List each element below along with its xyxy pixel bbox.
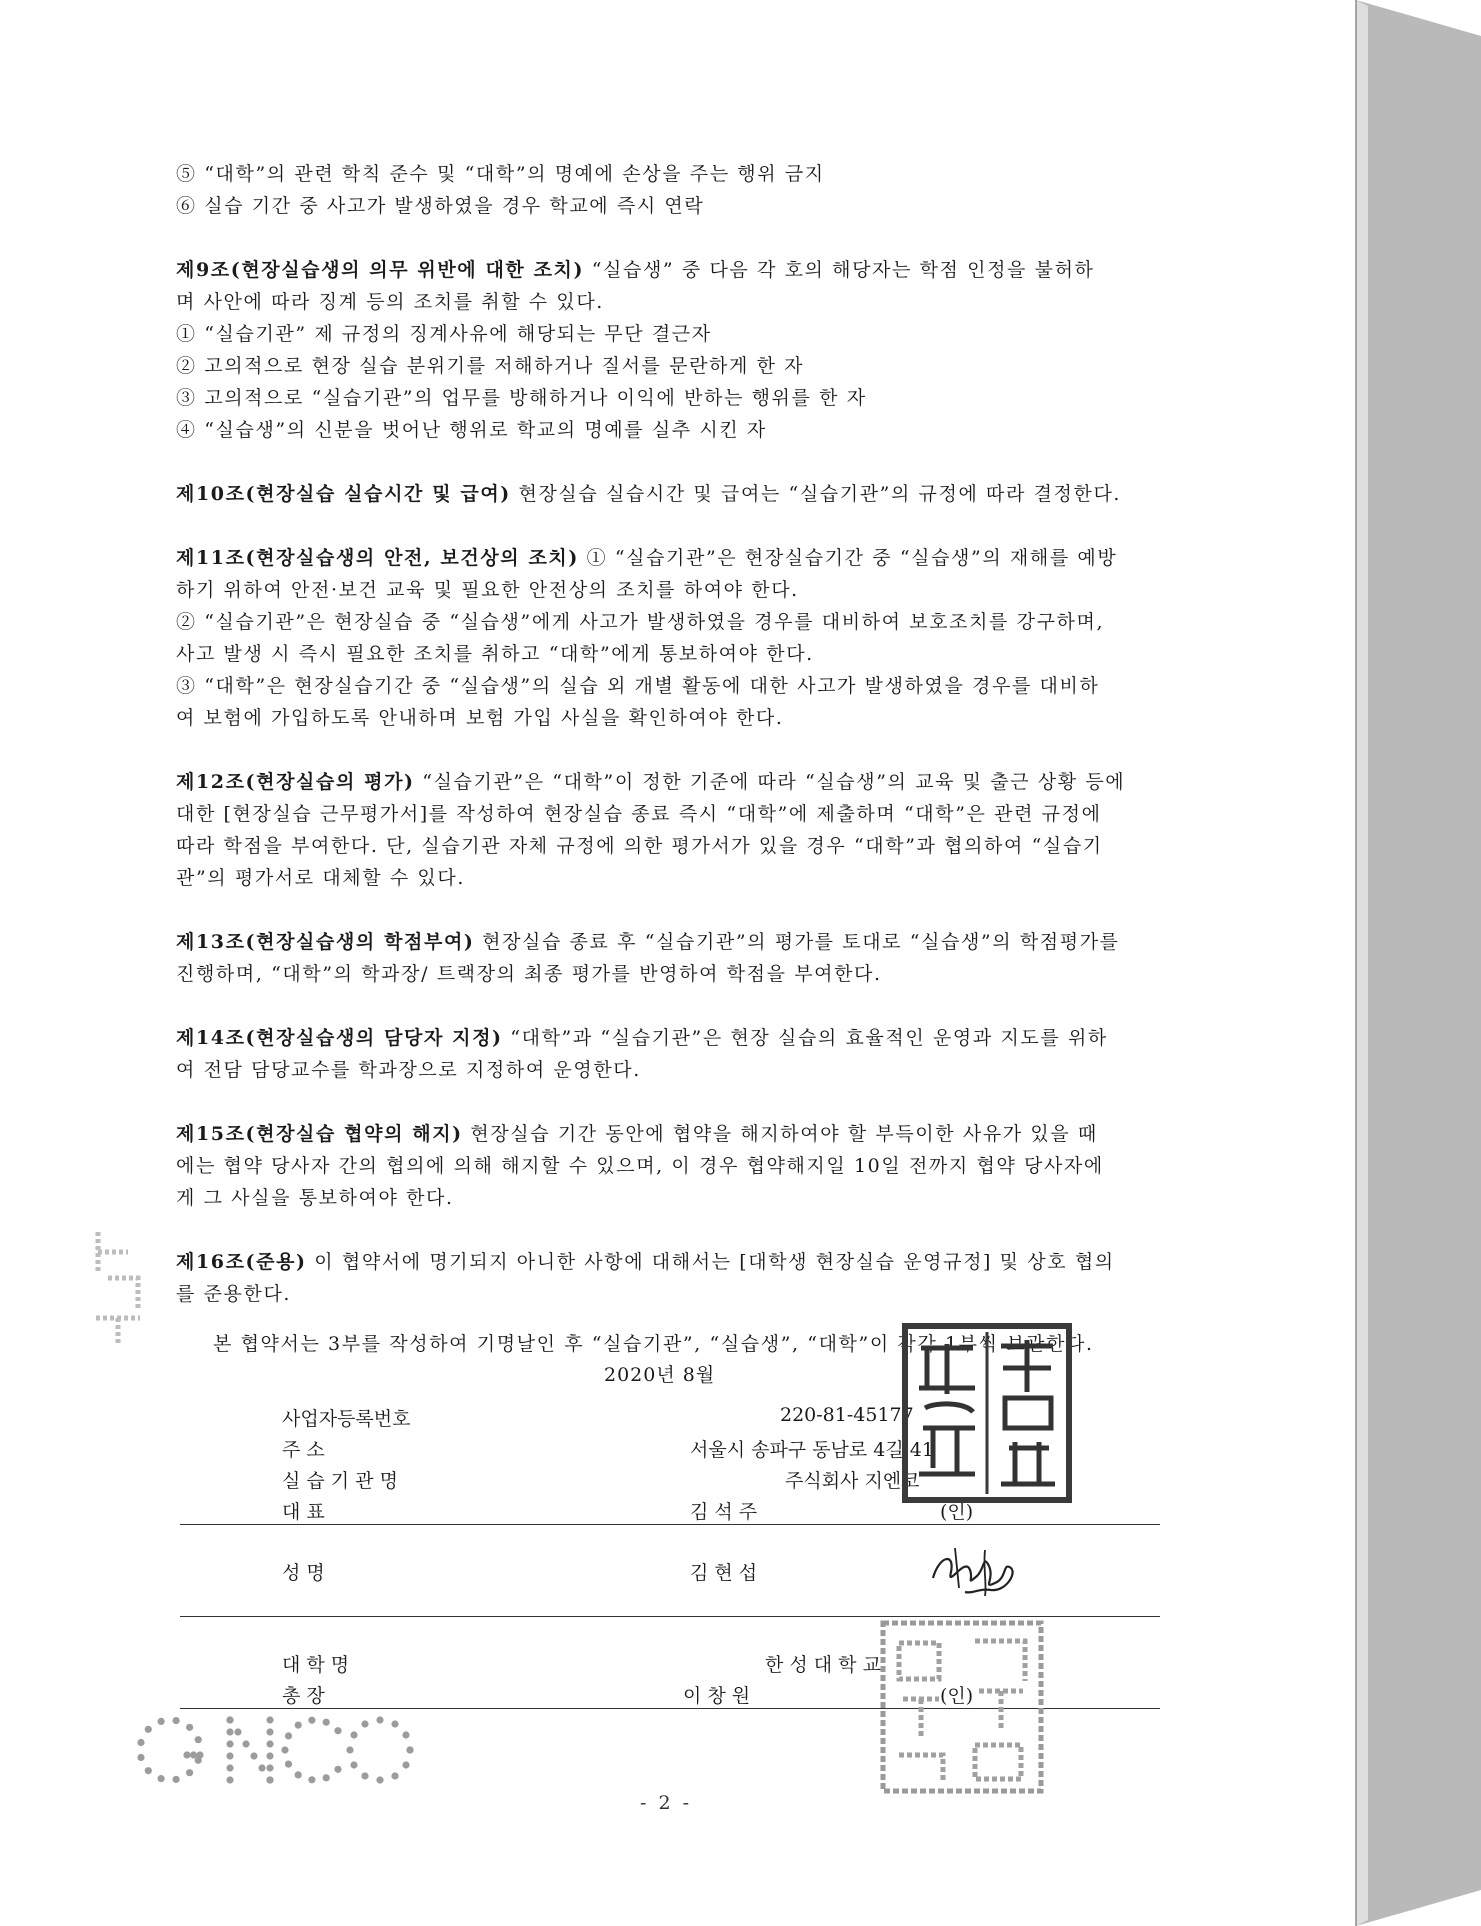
- body-line-text: ② 고의적으로 현장 실습 분위기를 저해하거나 질서를 문란하게 한 자: [176, 355, 805, 377]
- article-heading: 제15조(현장실습 협약의 해지): [176, 1123, 463, 1145]
- body-line: [176, 1182, 1192, 1214]
- body-line: [176, 478, 1192, 510]
- body-line: [176, 382, 1192, 414]
- paragraph-gap: [176, 894, 1192, 926]
- body-line: [176, 830, 1192, 862]
- reg-no-value: 220-81-45177: [780, 1404, 914, 1426]
- body-line-text: ④ “실습생”의 신분을 벗어난 행위로 학교의 명예를 실추 시킨 자: [176, 419, 767, 441]
- org-label: 실 습 기 관 명: [282, 1470, 398, 1492]
- univ-name-value: 한 성 대 학 교: [765, 1654, 881, 1676]
- paragraph-gap: [176, 1086, 1192, 1118]
- body-line: [176, 926, 1192, 958]
- article-heading: 제10조(현장실습 실습시간 및 급여): [176, 483, 511, 505]
- body-line: [176, 254, 1192, 286]
- body-line: [176, 350, 1192, 382]
- left-margin-stamp: [88, 1222, 148, 1352]
- body-line-text: 따라 학점을 부여한다. 단, 실습기관 자체 규정에 의한 평가서가 있을 경우 “대학”과 협의하여 “실습기: [176, 835, 1103, 857]
- body-line-text: “대학”과 “실습기관”은 현장 실습의 효율적인 운영과 지도를 위하: [502, 1027, 1108, 1049]
- body-line-text: ③ 고의적으로 “실습기관”의 업무를 방해하거나 이익에 반하는 행위를 한 자: [176, 387, 867, 409]
- body-line-text: ⑥ 실습 기간 중 사고가 발생하였을 경우 학교에 즉시 연락: [176, 195, 705, 217]
- body-line-text: 며 사안에 따라 징계 등의 조치를 취할 수 있다.: [176, 291, 604, 313]
- body-line: [176, 1054, 1192, 1086]
- agreement-body: [176, 158, 1192, 1310]
- body-line-text: 진행하며, “대학”의 학과장/ 트랙장의 최종 평가를 반영하여 학점을 부여한다.: [176, 963, 882, 985]
- body-line-text: “실습생” 중 다음 각 호의 해당자는 학점 인정을 불허하: [584, 259, 1095, 281]
- president-name-value: 이 창 원: [683, 1685, 751, 1707]
- body-line: [176, 798, 1192, 830]
- paragraph-gap: [176, 222, 1192, 254]
- body-line-text: 여 전담 담당교수를 학과장으로 지정하여 운영한다.: [176, 1059, 641, 1081]
- perforated-watermark: [135, 1700, 415, 1800]
- body-line: [176, 158, 1192, 190]
- closing-sentence: 본 협약서는 3부를 작성하여 기명날인 후 “실습기관”, “실습생”, “대학”이 각각 1부씩 보관한다.: [213, 1333, 1094, 1355]
- body-line-text: 현장실습 실습시간 및 급여는 “실습기관”의 규정에 따라 결정한다.: [510, 483, 1122, 505]
- body-line-text: 이 협약서에 명기되지 아니한 사항에 대해서는 [대학생 현장실습 운영규정] 및 상호 협의: [306, 1251, 1115, 1273]
- body-line: [176, 638, 1192, 670]
- body-line: [176, 542, 1192, 574]
- body-line: [176, 1246, 1192, 1278]
- signature-divider: [180, 1524, 1160, 1525]
- org-name-value: 주식회사 지엔코: [785, 1470, 920, 1492]
- article-heading: 제13조(현장실습생의 학점부여): [176, 931, 475, 953]
- student-name-label: 성 명: [282, 1562, 325, 1584]
- university-seal-mark: (인): [940, 1685, 974, 1707]
- body-line: [176, 190, 1192, 222]
- company-seal-mark: (인): [940, 1501, 974, 1523]
- reg-no-label: 사업자등록번호: [282, 1408, 411, 1430]
- body-line-text: 현장실습 기간 동안에 협약을 해지하여야 할 부득이한 사유가 있을 때: [462, 1123, 1098, 1145]
- body-line: [176, 1118, 1192, 1150]
- body-line-text: ② “실습기관”은 현장실습 중 “실습생”에게 사고가 발생하였을 경우를 대비하여 보호조치를 강구하며,: [176, 611, 1105, 633]
- body-line-text: 사고 발생 시 즉시 필요한 조치를 취하고 “대학”에게 통보하여야 한다.: [176, 643, 814, 665]
- student-signature: [925, 1538, 1025, 1600]
- rep-label: 대 표: [282, 1501, 325, 1523]
- body-line: [176, 1278, 1192, 1310]
- body-line: [176, 318, 1192, 350]
- body-line: [176, 958, 1192, 990]
- company-seal-stamp: [897, 1318, 1077, 1508]
- body-line: [176, 574, 1192, 606]
- page-stack-edge: [1348, 0, 1481, 1926]
- body-line-text: 현장실습 종료 후 “실습기관”의 평가를 토대로 “실습생”의 학점평가를: [474, 931, 1120, 953]
- paragraph-gap: [176, 990, 1192, 1022]
- body-line-text: ① “실습기관”은 현장실습기간 중 “실습생”의 재해를 예방: [578, 547, 1118, 569]
- body-line-text: 게 그 사실을 통보하여야 한다.: [176, 1187, 454, 1209]
- body-line: [176, 1150, 1192, 1182]
- body-line-text: ⑤ “대학”의 관련 학칙 준수 및 “대학”의 명예에 손상을 주는 행위 금지: [176, 163, 825, 185]
- article-heading: 제9조(현장실습생의 의무 위반에 대한 조치): [176, 259, 585, 281]
- body-line: [176, 286, 1192, 318]
- rep-name-value: 김 석 주: [690, 1501, 758, 1523]
- body-line-text: 대한 [현장실습 근무평가서]를 작성하여 현장실습 종료 즉시 “대학”에 제출하며 “대학”은 관련 규정에: [176, 803, 1102, 825]
- body-line: [176, 766, 1192, 798]
- body-line: [176, 1022, 1192, 1054]
- body-line-text: 에는 협약 당사자 간의 협의에 의해 해지할 수 있으며, 이 경우 협약해지일 10일 전까지 협약 당사자에: [176, 1155, 1104, 1177]
- article-heading: 제11조(현장실습생의 안전, 보건상의 조치): [176, 547, 579, 569]
- article-heading: 제14조(현장실습생의 담당자 지정): [176, 1027, 503, 1049]
- body-line-text: 관”의 평가서로 대체할 수 있다.: [176, 867, 465, 889]
- body-line: [176, 862, 1192, 894]
- body-line-text: 를 준용한다.: [176, 1283, 292, 1305]
- body-line: [176, 414, 1192, 446]
- article-heading: 제16조(준용): [176, 1251, 307, 1273]
- body-line: [176, 670, 1192, 702]
- paragraph-gap: [176, 1214, 1192, 1246]
- paragraph-gap: [176, 446, 1192, 478]
- univ-label: 대 학 명: [282, 1654, 350, 1676]
- page-number: - 2 -: [640, 1792, 693, 1814]
- body-line-text: 여 보험에 가입하도록 안내하며 보험 가입 사실을 확인하여야 한다.: [176, 707, 784, 729]
- body-line-text: ③ “대학”은 현장실습기간 중 “실습생”의 실습 외 개별 활동에 대한 사고가 발생하였을 경우를 대비하: [176, 675, 1100, 697]
- address-value: 서울시 송파구 동남로 4길 41: [690, 1439, 934, 1461]
- agreement-date: 2020년 8월: [604, 1364, 716, 1386]
- body-line-text: “실습기관”은 “대학”이 정한 기준에 따라 “실습생”의 교육 및 출근 상황 등에: [414, 771, 1126, 793]
- body-line: [176, 702, 1192, 734]
- address-label: 주 소: [282, 1439, 325, 1461]
- student-name-value: 김 현 섭: [690, 1562, 758, 1584]
- body-line: [176, 606, 1192, 638]
- paragraph-gap: [176, 734, 1192, 766]
- paragraph-gap: [176, 510, 1192, 542]
- body-line-text: 하기 위하여 안전·보건 교육 및 필요한 안전상의 조치를 하여야 한다.: [176, 579, 799, 601]
- president-label: 총 장: [282, 1685, 325, 1707]
- university-seal-stamp: [875, 1615, 1050, 1800]
- article-heading: 제12조(현장실습의 평가): [176, 771, 415, 793]
- body-line-text: ① “실습기관” 제 규정의 징계사유에 해당되는 무단 결근자: [176, 323, 712, 345]
